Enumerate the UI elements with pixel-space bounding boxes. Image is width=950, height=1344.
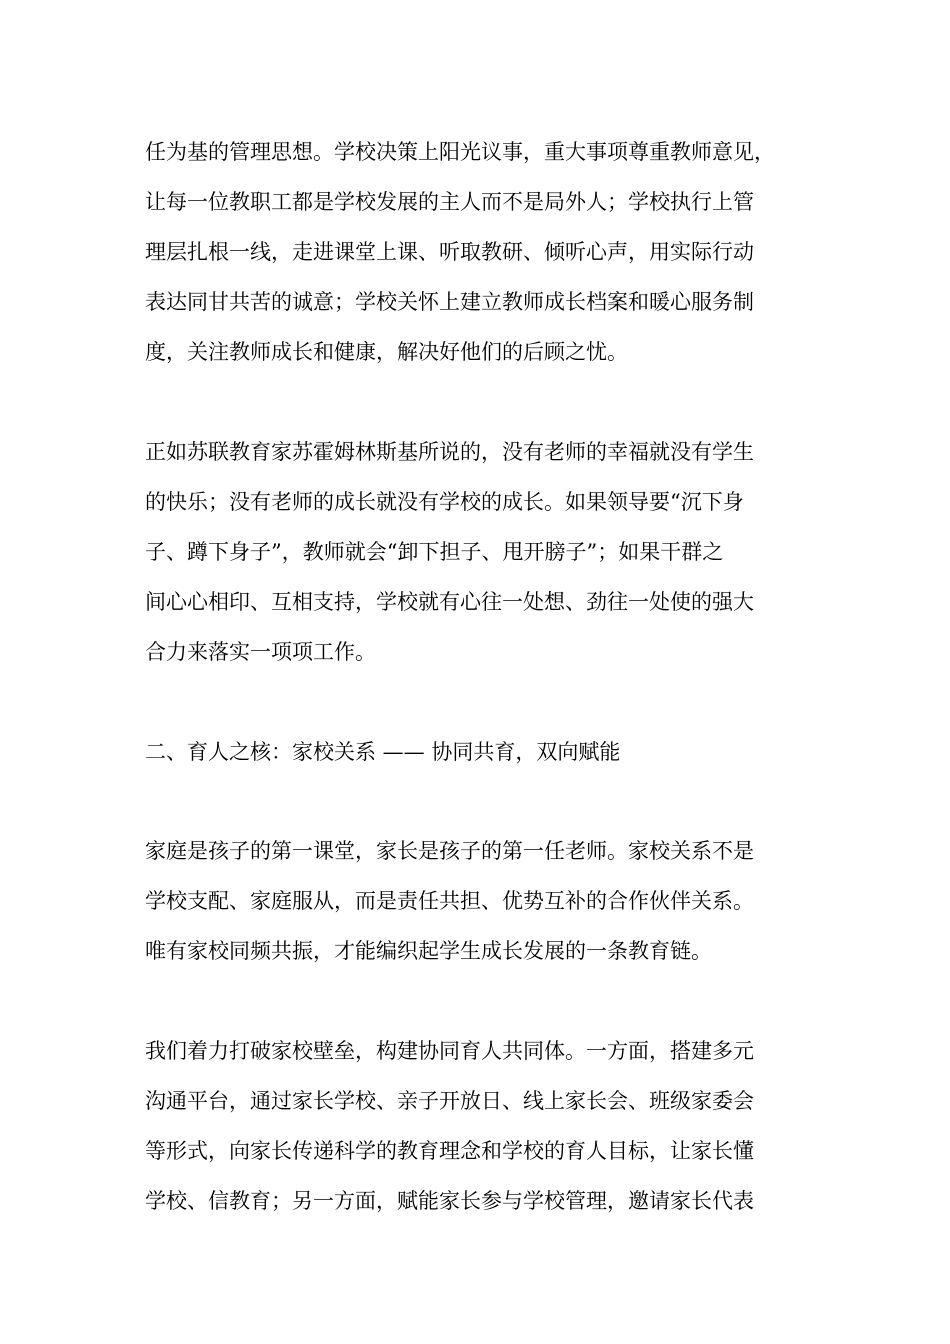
- text-line: 理层扎根一线，走进课堂上课、听取教研、倾听心声，用实际行动: [145, 240, 754, 264]
- text-line: 我们着力打破家校壁垒，构建协同育人共同体。一方面，搭建多元: [145, 1039, 754, 1063]
- text-line: 度，关注教师成长和健康，解决好他们的后顾之忧。: [145, 340, 628, 364]
- text-line: 等形式，向家长传递科学的教育理念和学校的育人目标，让家长懂: [145, 1139, 754, 1163]
- text-line: 学校、信教育；另一方面，赋能家长参与学校管理，邀请家长代表: [145, 1189, 754, 1213]
- paragraph-home-school-relationship: [145, 826, 815, 976]
- text-line: 的快乐；没有老师的成长就没有学校的成长。如果领导要“沉下身: [145, 490, 744, 514]
- paragraph-collaborative-education: [145, 1026, 815, 1226]
- paragraph-sukhomlinsky-quote: [145, 427, 815, 677]
- text-line: 子、蹲下身子”，教师就会“卸下担子、甩开膀子”；如果干群之: [145, 540, 724, 564]
- text-line: 合力来落实一项项工作。: [145, 640, 376, 664]
- text-line: 间心心相印、互相支持，学校就有心往一处想、劲往一处使的强大: [145, 590, 754, 614]
- section-heading: [145, 727, 815, 777]
- text-line: 沟通平台，通过家长学校、亲子开放日、线上家长会、班级家委会: [145, 1089, 754, 1113]
- paragraph-teacher-management: [145, 127, 815, 377]
- text-line: 任为基的管理思想。学校决策上阳光议事，重大事项尊重教师意见，: [145, 140, 775, 164]
- text-line: 正如苏联教育家苏霍姆林斯基所说的，没有老师的幸福就没有学生: [145, 440, 754, 464]
- section-heading-text: 二、育人之核：家校关系 —— 协同共育，双向赋能: [145, 740, 621, 764]
- text-line: 学校支配、家庭服从，而是责任共担、优势互补的合作伙伴关系。: [145, 889, 754, 913]
- text-line: 让每一位教职工都是学校发展的主人而不是局外人；学校执行上管: [145, 190, 754, 214]
- text-line: 表达同甘共苦的诚意；学校关怀上建立教师成长档案和暖心服务制: [145, 290, 754, 314]
- text-line: 家庭是孩子的第一课堂，家长是孩子的第一任老师。家校关系不是: [145, 839, 754, 863]
- text-line: 唯有家校同频共振，才能编织起学生成长发展的一条教育链。: [145, 939, 712, 963]
